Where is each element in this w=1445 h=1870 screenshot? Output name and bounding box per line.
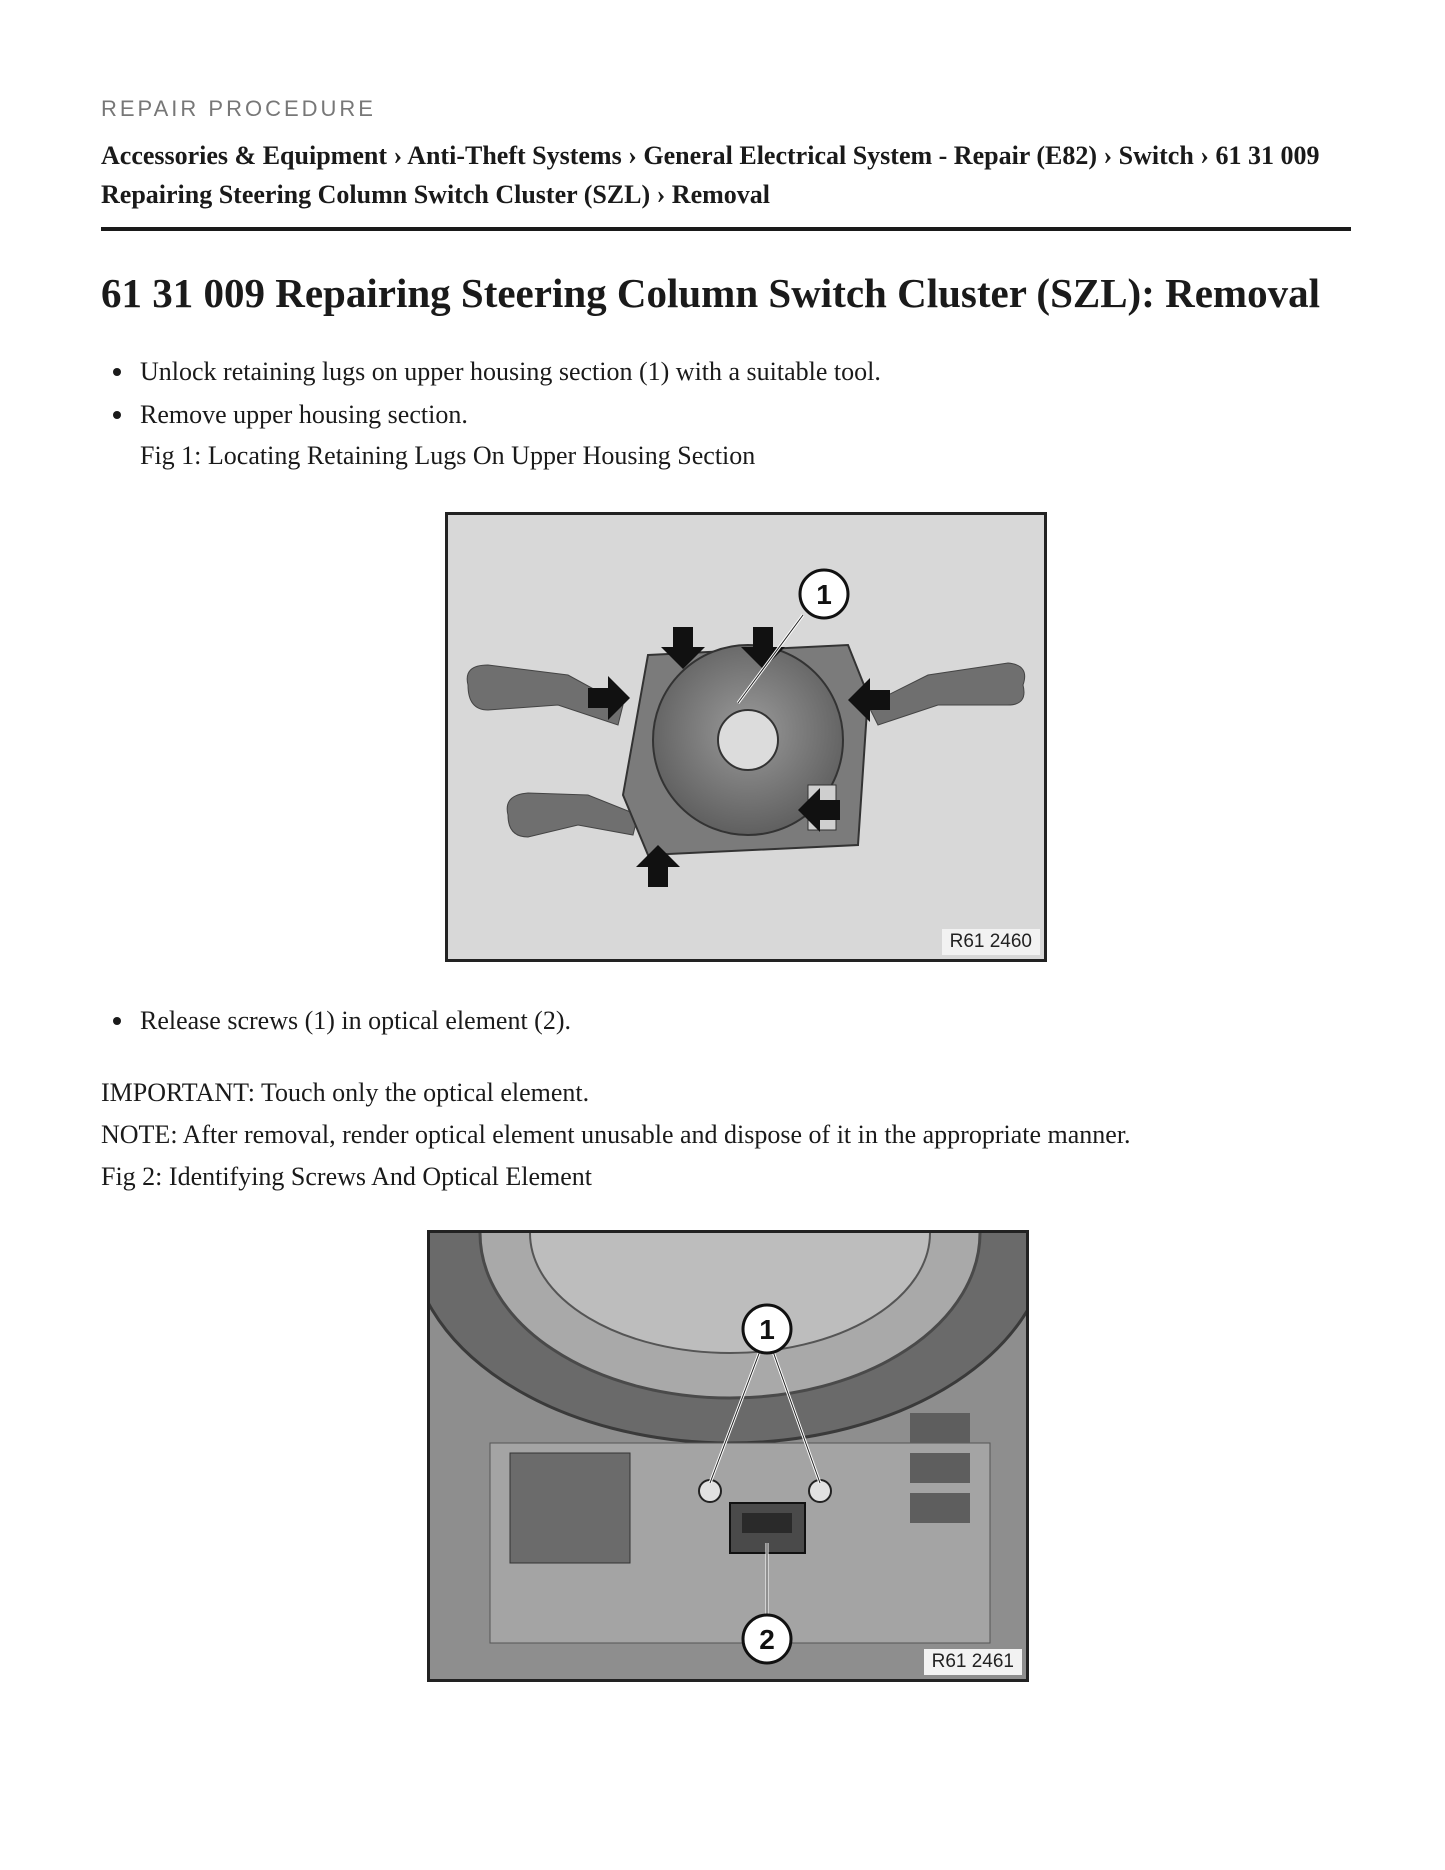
figure-1-ref: R61 2460 bbox=[942, 929, 1040, 955]
header-divider bbox=[101, 227, 1351, 231]
figure-2-image bbox=[427, 1230, 1029, 1682]
callout-1: 1 bbox=[816, 579, 832, 610]
section-eyebrow: REPAIR PROCEDURE bbox=[101, 96, 376, 121]
important-note: IMPORTANT: Touch only the optical element. bbox=[101, 1078, 590, 1107]
callout-2: 2 bbox=[759, 1624, 775, 1655]
breadcrumb-line-1: Accessories & Equipment › Anti-Theft Systems › General Electrical System - Repair (E82) › Switch › 61 31 009 bbox=[101, 141, 1320, 170]
general-note: NOTE: After removal, render optical element unusable and dispose of it in the appropriate manner. bbox=[101, 1120, 1131, 1149]
optical-element-illustration bbox=[430, 1233, 1026, 1679]
switch-cluster-illustration bbox=[448, 515, 1044, 959]
step-item: Unlock retaining lugs on upper housing section (1) with a suitable tool. bbox=[140, 350, 881, 393]
steps-list-2 bbox=[140, 999, 571, 1042]
step-item: Release screws (1) in optical element (2). bbox=[140, 999, 571, 1042]
steps-list-1 bbox=[140, 350, 881, 436]
breadcrumb bbox=[101, 136, 1351, 214]
figure-2-ref: R61 2461 bbox=[924, 1649, 1022, 1675]
figure-2-caption: Fig 2: Identifying Screws And Optical Element bbox=[101, 1162, 593, 1191]
figure-1-image bbox=[445, 512, 1047, 962]
page-title: 61 31 009 Repairing Steering Column Switch Cluster (SZL): Removal bbox=[101, 270, 1320, 316]
figure-1-caption: Fig 1: Locating Retaining Lugs On Upper Housing Section bbox=[140, 441, 756, 470]
callout-1: 1 bbox=[759, 1314, 775, 1345]
breadcrumb-line-2: Repairing Steering Column Switch Cluster (SZL) › Removal bbox=[101, 180, 771, 209]
step-item: Remove upper housing section. bbox=[140, 393, 881, 436]
